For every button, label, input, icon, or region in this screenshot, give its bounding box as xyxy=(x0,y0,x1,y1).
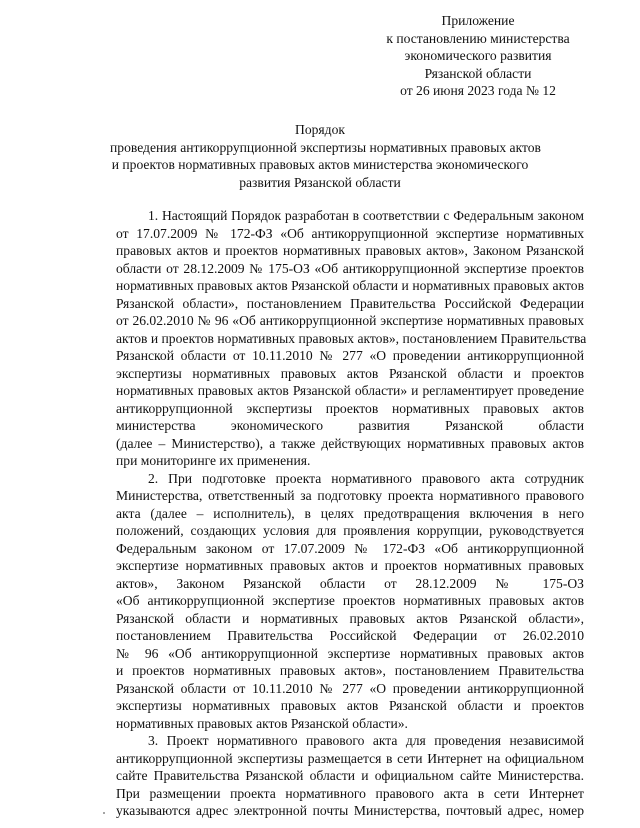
paragraph-line: При размещении проекта нормативного правового акта в сети Интернет xyxy=(116,785,584,801)
appendix-region: Рязанской области xyxy=(424,65,532,81)
title-line: проведения антикоррупционной экспертизы нормативных правовых актов xyxy=(110,139,541,155)
document-title xyxy=(110,121,541,191)
paragraph-line: постановлением Правительства Российской Федерации от 26.02.2010 xyxy=(116,628,584,643)
paragraph-line: и проектов нормативных правовых актов», постановлением Правительства xyxy=(116,663,584,678)
paragraph-line: экспертизы нормативных правовых актов Рязанской области и проектов xyxy=(116,698,584,713)
paragraph-line: нормативных правовых актов Рязанской области и нормативных правовых актов xyxy=(116,278,584,293)
paragraph-line: от 17.07.2009 № 172-ФЗ «Об антикоррупционной экспертизе нормативных xyxy=(116,225,584,241)
appendix-ministry: экономического развития xyxy=(404,48,552,64)
paragraph-line: № 96 «Об антикоррупционной экспертизе нормативных правовых актов xyxy=(116,645,584,661)
title-line: и проектов нормативных правовых актов министерства экономического xyxy=(111,157,529,173)
paragraph-line: экспертизы нормативных правовых актов Рязанской области и проектов xyxy=(116,365,584,381)
paragraph-2 xyxy=(116,470,584,733)
paragraph-line: указываются адрес электронной почты Министерства, почтовый адрес, номер xyxy=(116,803,584,818)
paragraph-line: Федеральным законом от 17.07.2009 № 172-ФЗ «Об антикоррупционной xyxy=(116,540,584,556)
paragraph-line: «Об антикоррупционной экспертизе проектов нормативных правовых актов xyxy=(116,593,584,608)
appendix-label: Приложение xyxy=(441,13,515,28)
paragraph-line: при мониторинге их применения. xyxy=(116,453,311,468)
document-body xyxy=(116,207,587,820)
paragraph-line: 3. Проект нормативного правового акта для проведения независимой xyxy=(148,733,584,748)
paragraph-line: антикоррупционной экспертизы размещается в сети Интернет на официальном xyxy=(116,750,584,766)
paragraph-line: 1. Настоящий Порядок разработан в соответствии с Федеральным законом xyxy=(148,208,584,223)
paragraph-line: актов и проектов нормативных правовых актов», постановлением Правительства xyxy=(116,330,587,346)
paragraph-line: Рязанской области», постановлением Правительства Российской Федерации xyxy=(116,295,584,311)
paragraph-line: экспертизе нормативных правовых актов и проектов нормативных правовых xyxy=(116,558,584,573)
paragraph-line: нормативных правовых актов Рязанской области» и регламентирует проведение xyxy=(116,383,584,398)
paragraph-line: Рязанской области и нормативных правовых актов Рязанской области», xyxy=(116,610,584,626)
paragraph-line: Министерства, ответственный за подготовку проекта нормативного правового xyxy=(116,488,584,503)
appendix-date-number: от 26 июня 2023 года № 12 xyxy=(400,83,556,99)
paragraph-line: Рязанской области от 10.11.2010 № 277 «О проведении антикоррупционной xyxy=(116,680,584,696)
paragraph-line: актов», Законом Рязанской области от 28.12.2009 № 175-ОЗ xyxy=(116,575,584,591)
paragraph-line: антикоррупционной экспертизы проектов нормативных правовых актов xyxy=(116,400,584,416)
paragraph-line: области от 28.12.2009 № 175-ОЗ «Об антикоррупционной экспертизе проектов xyxy=(116,260,584,276)
paragraph-line: 2. При подготовке проекта нормативного правового акта сотрудник xyxy=(148,470,584,486)
scan-dot xyxy=(103,812,105,814)
paragraph-line: министерства экономического развития Рязанской области xyxy=(116,418,584,433)
paragraph-line: правовых актов и проектов нормативных правовых актов», Законом Рязанской xyxy=(116,243,584,258)
appendix-resolution-ref: к постановлению министерства xyxy=(386,30,570,46)
paragraph-line: положений, создающих условия для проявления коррупции, руководствуется xyxy=(116,523,584,538)
paragraph-line: сайте Правительства Рязанской области и официальном сайте Министерства. xyxy=(116,768,584,783)
paragraph-line: Рязанской области от 10.11.2010 № 277 «О проведении антикоррупционной xyxy=(116,348,584,363)
paragraph-line: акта (далее – исполнитель), в целях предотвращения включения в него xyxy=(116,505,584,521)
title-line: развития Рязанской области xyxy=(239,174,401,190)
paragraph-line: от 26.02.2010 № 96 «Об антикоррупционной экспертизе нормативных правовых xyxy=(116,313,584,328)
paragraph-line: нормативных правовых актов Рязанской области». xyxy=(116,715,408,731)
paragraph-3 xyxy=(116,732,584,820)
title-heading: Порядок xyxy=(295,122,345,137)
paragraph-line: (далее – Министерство), а также действующих нормативных правовых актов xyxy=(116,435,584,451)
appendix-block xyxy=(378,12,578,100)
paragraph-1 xyxy=(116,207,587,470)
